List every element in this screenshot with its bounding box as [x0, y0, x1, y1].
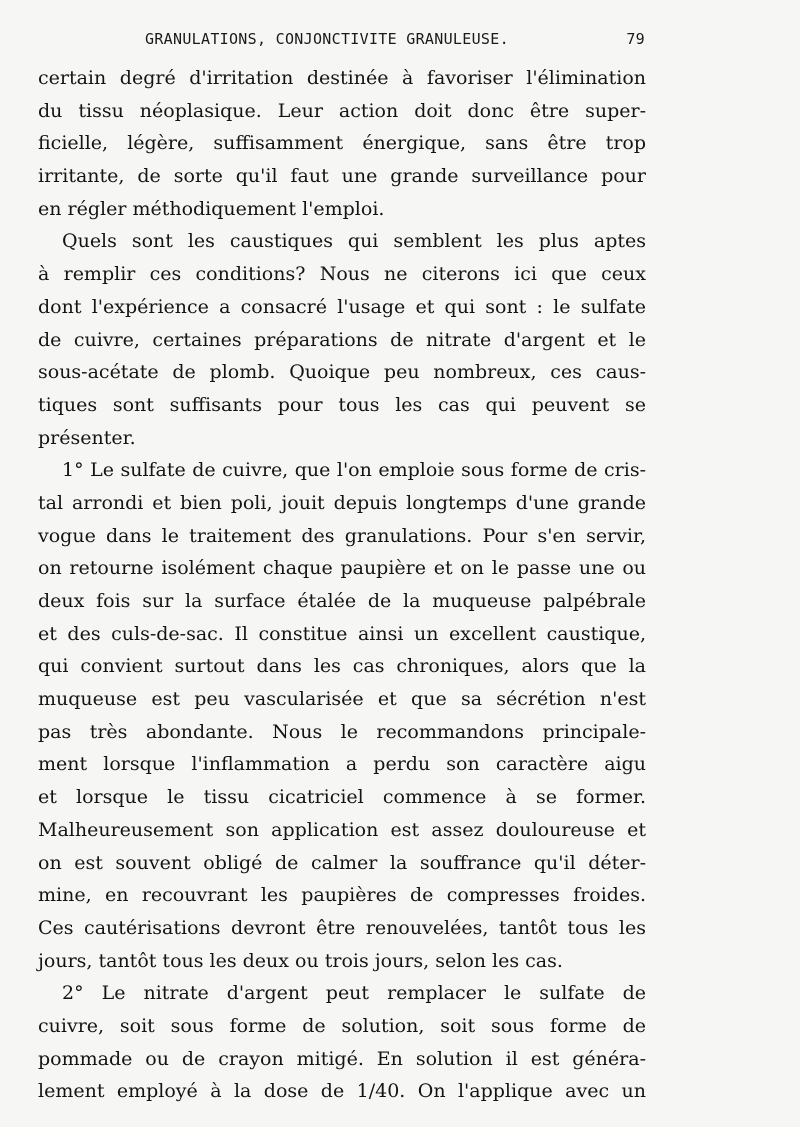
text-line: qui convient surtout dans les cas chroniques, alors que la: [38, 655, 646, 678]
text-line: sous-acétate de plomb. Quoique peu nombreux, ces caus-: [38, 361, 646, 384]
text-line: et lorsque le tissu cicatriciel commence à se former.: [38, 786, 646, 809]
text-line: certain degré d'irritation destinée à favoriser l'élimination: [38, 67, 646, 89]
text-line: ficielle, légère, suffisamment énergique, sans être trop: [38, 132, 646, 155]
text-line: jours, tantôt tous les deux ou trois jours, selon les cas.: [38, 949, 563, 972]
text-line: en régler méthodiquement l'emploi.: [38, 197, 385, 220]
text-line: à remplir ces conditions? Nous ne citerons ici que ceux: [38, 263, 646, 286]
body-text: [38, 62, 646, 1108]
text-line: tiques sont suffisants pour tous les cas qui peuvent se: [38, 393, 646, 416]
text-line: Ces cautérisations devront être renouvelées, tantôt tous les: [38, 916, 646, 939]
text-line: deux fois sur la surface étalée de la muqueuse palpébrale: [38, 590, 646, 612]
text-line: Malheureusement son application est assez douloureuse et: [38, 818, 646, 841]
text-line: cuivre, soit sous forme de solution, soit sous forme de: [38, 1014, 646, 1037]
text-line: on retourne isolément chaque paupière et on le passe une ou: [38, 557, 646, 580]
text-line: 1° Le sulfate de cuivre, que l'on emploie sous forme de cris-: [62, 459, 646, 482]
running-title: GRANULATIONS, CONJONCTIVITE GRANULEUSE.: [145, 30, 509, 48]
running-head: [145, 30, 645, 52]
text-line: dont l'expérience a consacré l'usage et qui sont : le sulfate: [38, 295, 646, 318]
text-line: vogue dans le traitement des granulations. Pour s'en servir,: [38, 524, 646, 547]
text-line: lement employé à la dose de 1/40. On l'applique avec un: [38, 1080, 646, 1103]
text-line: mine, en recouvrant les paupières de compresses froides.: [38, 884, 646, 907]
text-line: pommade ou de crayon mitigé. En solution il est généra-: [38, 1047, 646, 1070]
text-line: pas très abondante. Nous le recommandons principale-: [38, 720, 646, 743]
text-line: et des culs-de-sac. Il constitue ainsi un excellent caustique,: [38, 622, 646, 645]
text-line: Quels sont les caustiques qui semblent les plus aptes: [62, 230, 646, 253]
text-line: de cuivre, certaines préparations de nitrate d'argent et le: [38, 328, 646, 351]
text-line: ment lorsque l'inflammation a perdu son caractère aigu: [38, 753, 646, 776]
page-number: 79: [626, 30, 645, 48]
text-line: 2° Le nitrate d'argent peut remplacer le sulfate de: [62, 982, 646, 1005]
text-line: tal arrondi et bien poli, jouit depuis longtemps d'une grande: [38, 491, 646, 514]
text-line: présenter.: [38, 426, 136, 449]
text-line: muqueuse est peu vascularisée et que sa sécrétion n'est: [38, 688, 646, 711]
text-line: du tissu néoplasique. Leur action doit donc être super-: [38, 99, 646, 122]
text-line: on est souvent obligé de calmer la souffrance qu'il déter-: [38, 851, 646, 874]
text-line: irritante, de sorte qu'il faut une grande surveillance pour: [38, 165, 646, 188]
